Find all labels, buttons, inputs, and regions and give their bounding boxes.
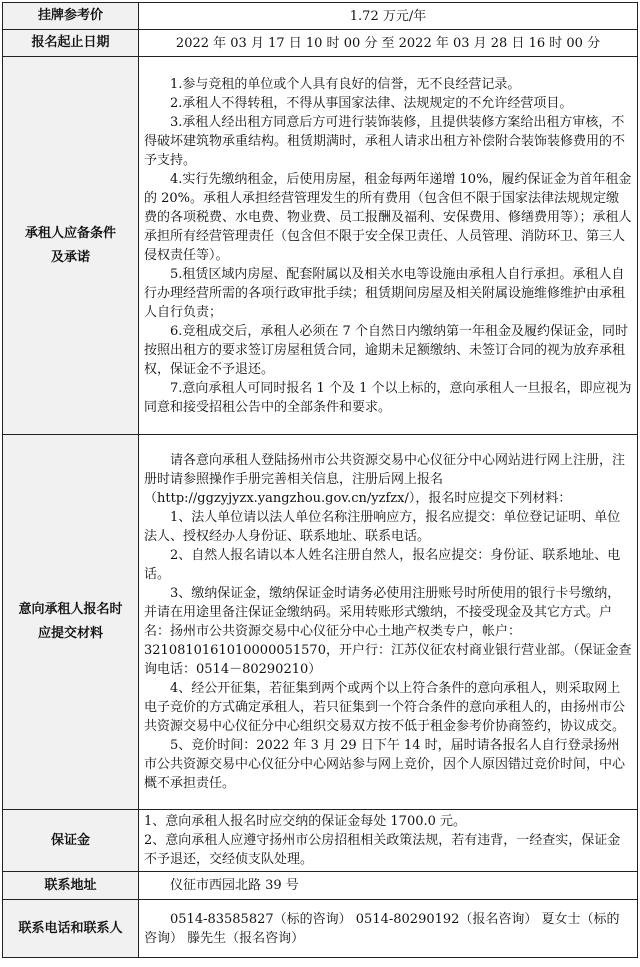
condition-item: 6.竞租成交后，承租人必须在 7 个自然日内缴纳第一年租金及履约保证金，同时按照出租方的要求签订房屋租赁合同，逾期未足额缴纳、未签订合同的视为放弃承租权，保证金不予退还。: [144, 323, 628, 377]
conditions-row: [3, 57, 638, 435]
period-value: 2022 年 03 月 17 日 10 时 00 分 至 2022 年 03 月 28 日 16 时 00 分: [139, 30, 638, 57]
period-row: [3, 30, 638, 57]
conditions-label-line1: 承租人应备条件: [24, 225, 116, 241]
price-value: 1.72 万元/年: [139, 3, 638, 30]
condition-item: 5.租赁区域内房屋、配套附属以及相关水电等设施由承租人自行承担。承租人自行办理经营所需的各项行政审批手续；租赁期间房屋及相关附属设施维修维护由承租人自行负责；: [144, 266, 626, 320]
contact-row: [3, 900, 638, 958]
material-item: 5、竞价时间：2022 年 3 月 29 日下午 14 时，届时请各报名人自行登录扬州市公共资源交易中心仪征分中心网站参与网上竞价，因个人原因错过竞价时间，中心概不承担责任。: [144, 738, 626, 791]
price-row: [3, 3, 638, 30]
material-item: 3、缴纳保证金，缴纳保证金时请务必使用注册账号时所使用的银行卡号缴纳，并请在用途里备注保证金缴纳码。采用转账形式缴纳，不接受现金及其它方式。户名：扬州市公共资源交易中心仪征分中心土地产权类专户，帐户：3210810161010000051570，开户行：江苏仪征农村商业银行营业部。（保证金查询电话：0514－80290210）: [144, 586, 632, 677]
contact-label: 联系电话和联系人: [3, 900, 139, 958]
period-label: 报名起止日期: [3, 30, 139, 57]
deposit-content: [139, 810, 638, 872]
materials-row: [3, 435, 638, 810]
deposit-label: 保证金: [3, 810, 139, 872]
materials-label-line1: 意向承租人报名时: [18, 602, 123, 617]
material-item: 2、自然人报名请以本人姓名注册自然人，报名应提交：身份证、联系地址、电话。: [144, 548, 621, 582]
material-item: 1、法人单位请以法人单位名称注册响应方，报名应提交：单位登记证明、单位法人、授权经办人身份证、联系地址、联系电话。: [144, 510, 621, 544]
contact-content: [139, 900, 638, 958]
condition-item: 3.承租人经出租方同意后方可进行装饰装修，且提供装修方案给出租方审核，不得破坏建筑物承重结构。租赁期满时，承租人请求出租方补偿附合装饰装修费用的不予支持。: [144, 114, 626, 168]
contact-value: 0514-83585827（标的咨询） 0514-80290192（报名咨询） 夏女士（标的咨询） 滕先生（报名咨询）: [144, 911, 620, 946]
listing-info-table: [2, 2, 638, 958]
deposit-item: 2、意向承租人应遵守扬州市公房招租相关政策法规，若有违背，一经查实，保证金不予退还，交经侦支队处理。: [144, 833, 621, 867]
address-row: [3, 872, 638, 900]
materials-label-line2: 应提交材料: [37, 626, 103, 641]
deposit-row: [3, 810, 638, 872]
conditions-content: [139, 57, 638, 435]
conditions-label: [3, 57, 139, 435]
condition-item: 1.参与竞租的单位或个人具有良好的信誉，无不良经营记录。: [170, 76, 521, 92]
address-content: [139, 872, 638, 900]
condition-item: 7.意向承租人可同时报名 1 个及 1 个以上标的，意向承租人一旦报名，即应视为同意和接受招租公告中的全部条件和要求。: [144, 380, 632, 415]
address-value: 仪征市西园北路 39 号: [170, 878, 299, 893]
materials-label: [3, 435, 139, 810]
deposit-item: 1、意向承租人报名时应交纳的保证金每处 1700.0 元。: [144, 814, 467, 829]
materials-content: [139, 435, 638, 810]
address-label: 联系地址: [3, 872, 139, 900]
material-item: 请各意向承租人登陆扬州市公共资源交易中心仪征分中心网站进行网上注册，注册时请参照操作手册完善相关信息，注册后网上报名（http://ggzyjyzx.yangzhou.gov.cn/yzfzx/），报名时应提交下列材料：: [144, 453, 626, 506]
price-label: 挂牌参考价: [3, 3, 139, 30]
condition-item: 2.承租人不得转租，不得从事国家法律、法规规定的不允许经营项目。: [170, 95, 573, 111]
condition-item: 4.实行先缴纳租金，后使用房屋，租金每两年递增 10%，履约保证金为首年租金的 20%。承租人承担经营管理发生的所有费用（包含但不限于国家法律法规规定缴费的各项税费、水电费、物业费、员工报酬及福利、安保费用、修缮费用等）；承租人承担所有经营管理责任（包含但不限于安全保卫责任、人员管理、消防环卫、第三人侵权责任等）。: [144, 171, 632, 263]
material-item: 4、经公开征集，若征集到两个或两个以上符合条件的意向承租人，则采取网上电子竞价的方式确定承租人，若只征集到一个符合条件的意向承租人的，由扬州市公共资源交易中心仪征分中心组织交易双方按不低于租金参考价协商签约，协议成交。: [144, 681, 626, 734]
conditions-label-line2: 及承诺: [50, 249, 90, 265]
